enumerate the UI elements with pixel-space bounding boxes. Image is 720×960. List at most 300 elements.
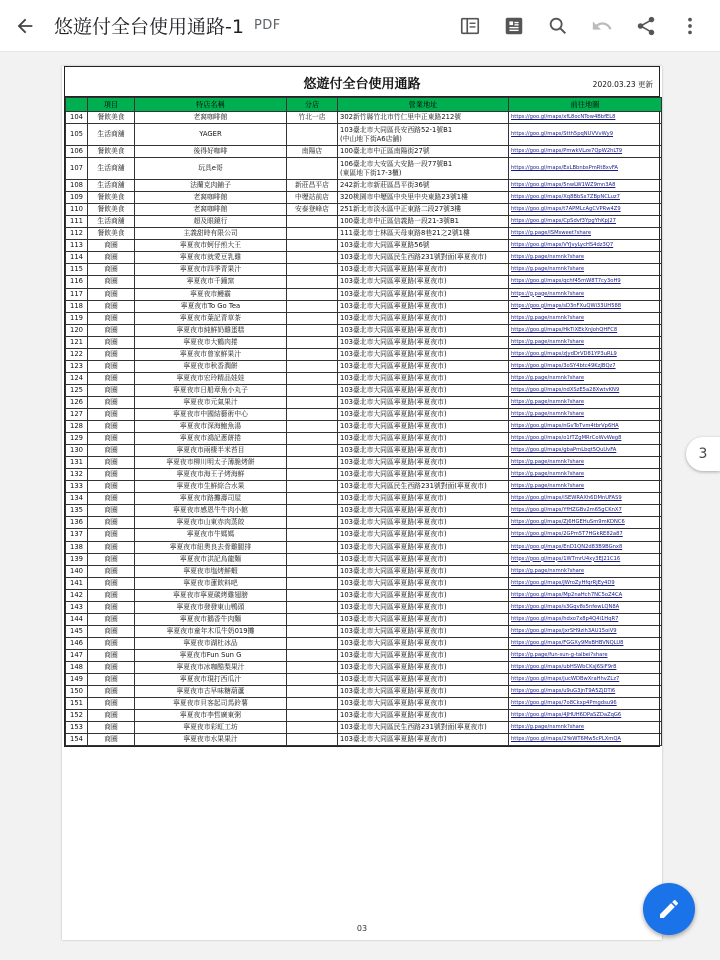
map-link-cell[interactable]: https://g.page/nxmnk?share	[509, 408, 662, 420]
address-cell: 103臺北市大同區民生西路231號對面(寧夏夜市)	[338, 481, 509, 493]
map-link-cell[interactable]: https://goo.gl/maps/iSEWRAXh6DMnUFAS9	[509, 493, 662, 505]
back-button[interactable]	[0, 0, 50, 52]
table-row	[66, 517, 662, 529]
row-index: 154	[66, 734, 88, 746]
table-row	[66, 264, 662, 276]
address-cell: 103臺北市大同區寧夏路(寧夏夜市)	[338, 300, 509, 312]
category-cell: 商圈	[88, 686, 135, 698]
map-link-cell[interactable]: https://g.page/nxmnk?share	[509, 288, 662, 300]
map-link-cell[interactable]: https://g.page/nxmnk?share	[509, 396, 662, 408]
branch-cell: 中壢站前店	[287, 192, 338, 204]
store-name-cell: 寧夏夜市元氣果汁	[135, 396, 287, 408]
category-cell: 商圈	[88, 722, 135, 734]
category-cell: 生活商舖	[88, 124, 135, 146]
branch-cell: 竹北一店	[287, 112, 338, 124]
row-index: 105	[66, 124, 88, 146]
branch-cell	[287, 541, 338, 553]
store-name-cell: 寧夏夜市貝客起司馬鈴薯	[135, 698, 287, 710]
store-name-cell: 法蘭克肉鋪子	[135, 180, 287, 192]
pdf-viewer[interactable]	[0, 52, 720, 960]
category-cell: 餐飲美食	[88, 204, 135, 216]
branch-cell	[287, 637, 338, 649]
address-cell: 111臺北市士林區天母東路8巷21之2號1樓	[338, 228, 509, 240]
branch-cell	[287, 445, 338, 457]
share-button[interactable]	[624, 4, 668, 48]
map-link-cell[interactable]: https://goo.gl/maps/sD3nFXuQWi33UH588	[509, 300, 662, 312]
category-cell: 餐飲美食	[88, 228, 135, 240]
category-cell: 餐飲美食	[88, 112, 135, 124]
table-row	[66, 710, 662, 722]
address-cell: 103臺北市大同區寧夏路(寧夏夜市)	[338, 661, 509, 673]
row-index: 150	[66, 686, 88, 698]
map-link-cell[interactable]: https://goo.gl/maps/2GPm5T7HGkRE82a87	[509, 529, 662, 541]
address-cell: 103臺北市大同區寧夏路(寧夏夜市)	[338, 565, 509, 577]
map-link-cell[interactable]: https://goo.gl/maps/ndXSzE5a28XwtvKN9	[509, 384, 662, 396]
store-name-cell: 寧夏夜市牛媽媽	[135, 529, 287, 541]
address-cell: 103臺北市大同區寧夏路(寧夏夜市)	[338, 505, 509, 517]
store-name-cell: 寧夏夜市鵝香牛肉麵	[135, 613, 287, 625]
sheet-header	[65, 67, 659, 97]
row-index: 117	[66, 288, 88, 300]
branch-cell	[287, 408, 338, 420]
map-link-cell[interactable]: https://goo.gl/maps/Zj6HGEHuSm9mKDNC6	[509, 517, 662, 529]
category-cell: 商圈	[88, 637, 135, 649]
table-row	[66, 180, 662, 192]
store-name-cell: 寧夏夜市秋香潤餅	[135, 360, 287, 372]
branch-cell	[287, 124, 338, 146]
address-cell: 103臺北市大同區寧夏路(寧夏夜市)	[338, 384, 509, 396]
category-cell: 商圈	[88, 529, 135, 541]
address-cell: 242新北市新莊區昌平街36號	[338, 180, 509, 192]
branch-cell	[287, 216, 338, 228]
page-indicator[interactable]: 3	[686, 437, 720, 471]
branch-cell	[287, 625, 338, 637]
map-link-cell[interactable]: https://g.page/fun-sun-g-taibei?share	[509, 649, 662, 661]
search-button[interactable]	[536, 4, 580, 48]
map-link-cell[interactable]: https://goo.gl/maps/PmwkVLze7QpW2hLT9	[509, 146, 662, 158]
category-cell: 商圈	[88, 276, 135, 288]
store-name-cell: 寧夏夜市深海鮑魚湯	[135, 421, 287, 433]
address-cell: 103臺北市大同區寧夏路(寧夏夜市)	[338, 396, 509, 408]
branch-cell	[287, 577, 338, 589]
address-cell: 103臺北市大同區寧夏路(寧夏夜市)	[338, 493, 509, 505]
map-link-cell[interactable]: https://g.page/nxmnk?share	[509, 252, 662, 264]
row-index: 112	[66, 228, 88, 240]
store-name-cell: YAGER	[135, 124, 287, 146]
map-link-cell[interactable]: https://goo.gl/maps/YfHZGBv2m65gCKnX7	[509, 505, 662, 517]
table-row	[66, 408, 662, 420]
map-link-cell[interactable]: https://g.page/nxmnk?share	[509, 457, 662, 469]
address-cell: 251新北市淡水區中正東路二段27號3樓	[338, 204, 509, 216]
branch-cell	[287, 360, 338, 372]
table-body	[66, 112, 662, 746]
search-icon	[547, 15, 569, 37]
map-link-cell[interactable]: https://goo.gl/maps/s3Gqv8s5nfewLQN8A	[509, 601, 662, 613]
table-row	[66, 649, 662, 661]
row-index: 108	[66, 180, 88, 192]
category-cell: 商圈	[88, 360, 135, 372]
map-link-cell[interactable]: https://g.page/nxmnk?share	[509, 481, 662, 493]
row-index: 148	[66, 661, 88, 673]
table-row	[66, 384, 662, 396]
address-cell: 103臺北市大同區寧夏路(寧夏夜市)	[338, 264, 509, 276]
category-cell: 生活商舖	[88, 158, 135, 180]
address-cell: 103臺北市大同區寧夏路(寧夏夜市)	[338, 613, 509, 625]
map-link-cell[interactable]: https://goo.gl/maps/3oSY4btc49KzJBQz7	[509, 360, 662, 372]
category-cell: 商圈	[88, 613, 135, 625]
branch-cell	[287, 686, 338, 698]
table-row	[66, 112, 662, 124]
branch-cell	[287, 493, 338, 505]
table-row	[66, 661, 662, 673]
store-name-cell: 寧夏夜市現打西瓜汁	[135, 674, 287, 686]
branch-cell	[287, 481, 338, 493]
category-cell: 商圈	[88, 408, 135, 420]
branch-cell	[287, 384, 338, 396]
edit-fab[interactable]	[643, 883, 695, 935]
table-row	[66, 158, 662, 180]
doc-format-icon	[503, 15, 525, 37]
address-cell: 103臺北市大同區寧夏路(寧夏夜市)	[338, 324, 509, 336]
branch-cell	[287, 240, 338, 252]
address-cell: 103臺北市大同區寧夏路(寧夏夜市)	[338, 312, 509, 324]
table-row	[66, 493, 662, 505]
branch-cell	[287, 613, 338, 625]
category-cell: 餐飲美食	[88, 192, 135, 204]
store-name-cell: 寧夏夜市蚵仔煎大王	[135, 240, 287, 252]
category-cell: 商圈	[88, 553, 135, 565]
map-link-cell[interactable]: https://g.page/nxmnk?share	[509, 312, 662, 324]
pdf-page	[62, 66, 662, 940]
address-cell: 103臺北市大同區民生西路231號對面(寧夏夜市)	[338, 722, 509, 734]
store-name-cell: 寧夏夜市路攤壽司屋	[135, 493, 287, 505]
category-cell: 商圈	[88, 565, 135, 577]
row-index: 129	[66, 433, 88, 445]
row-index: 104	[66, 112, 88, 124]
address-cell: 103臺北市大同區寧夏路(寧夏夜市)	[338, 589, 509, 601]
row-index: 145	[66, 625, 88, 637]
header-address: 營業地址	[338, 98, 509, 112]
category-cell: 商圈	[88, 577, 135, 589]
store-name-cell: 寧夏夜市曾家鮮果汁	[135, 348, 287, 360]
category-cell: 商圈	[88, 517, 135, 529]
address-cell: 103臺北市大同區寧夏路(寧夏夜市)	[338, 372, 509, 384]
address-cell: 106臺北市大安區大安路一段77號B1 (東區地下街17-3櫃)	[338, 158, 509, 180]
branch-cell	[287, 649, 338, 661]
branch-cell: 新莊昌平店	[287, 180, 338, 192]
category-cell: 商圈	[88, 469, 135, 481]
address-cell: 103臺北市大同區寧夏路(寧夏夜市)	[338, 421, 509, 433]
table-row	[66, 360, 662, 372]
address-cell: 103臺北市大同區民生西路231號對面(寧夏夜市)	[338, 252, 509, 264]
address-cell: 103臺北市大同區長安西路52-1號B1 (中山地下街A6店舖)	[338, 124, 509, 146]
branch-cell: 南陽店	[287, 146, 338, 158]
table-row	[66, 445, 662, 457]
branch-cell	[287, 589, 338, 601]
reader-mode-button[interactable]	[448, 4, 492, 48]
map-link-cell[interactable]: https://g.page/nxmnk?share	[509, 336, 662, 348]
map-link-cell[interactable]: https://goo.gl/maps/HkTiXEkXnJohQHFC8	[509, 324, 662, 336]
more-options-button[interactable]	[668, 4, 712, 48]
store-name-cell: 寧夏夜市To Go Tea	[135, 300, 287, 312]
table-row	[66, 228, 662, 240]
table-row	[66, 589, 662, 601]
map-link-cell[interactable]: https://goo.gl/maps/Mp2naHch7NC5oZ4CA	[509, 589, 662, 601]
store-name-cell: 寧夏夜市海王子烤海鮮	[135, 469, 287, 481]
file-type-label: PDF	[253, 18, 281, 33]
table-row	[66, 204, 662, 216]
map-link-cell[interactable]: https://goo.gl/maps/hdxo7x8p4Q4i1HqR7	[509, 613, 662, 625]
category-cell: 商圈	[88, 625, 135, 637]
map-link-cell[interactable]: https://goo.gl/maps/VYJvyLycHS4dz3Q7	[509, 240, 662, 252]
category-cell: 商圈	[88, 698, 135, 710]
address-cell: 103臺北市大同區寧夏路(寧夏夜市)	[338, 433, 509, 445]
address-cell: 100臺北市中正區南陽街27號	[338, 146, 509, 158]
map-link-cell[interactable]: https://g.page/nxmnk?share	[509, 565, 662, 577]
table-row	[66, 124, 662, 146]
table-row	[66, 146, 662, 158]
map-link-cell[interactable]: https://goo.gl/maps/JWroZyHfqrRjEy4D9	[509, 577, 662, 589]
map-link-cell[interactable]: https://goo.gl/maps/xfL8ocNTow4BbfEL8	[509, 112, 662, 124]
map-link-cell[interactable]: https://goo.gl/maps/nGvToTvm4tbrVp6HA	[509, 421, 662, 433]
table-row	[66, 300, 662, 312]
update-date: 2020.03.23 更新	[592, 80, 653, 89]
map-link-cell[interactable]: https://goo.gl/maps/jxrSH9zih3AU15oiV9	[509, 625, 662, 637]
page-number: 03	[356, 924, 368, 933]
category-cell: 商圈	[88, 505, 135, 517]
map-link-cell[interactable]: https://goo.gl/maps/o1fTZgMRrCoWvWeg8	[509, 433, 662, 445]
row-index: 134	[66, 493, 88, 505]
undo-icon	[591, 15, 613, 37]
map-link-cell[interactable]: https://goo.gl/maps/1WTmrU4xy3EJ21C16	[509, 553, 662, 565]
store-name-cell: 寧夏夜市洪記烏龍麵	[135, 553, 287, 565]
map-link-cell[interactable]: https://goo.gl/maps/zJydDrVD81YP3uRL9	[509, 348, 662, 360]
address-cell: 103臺北市大同區寧夏路(寧夏夜市)	[338, 734, 509, 746]
sheet-title: 悠遊付全台使用通路	[303, 77, 421, 92]
table-row	[66, 216, 662, 228]
table-row	[66, 481, 662, 493]
store-name-cell: 寧夏夜市童年木瓜牛奶019攤	[135, 625, 287, 637]
row-index: 130	[66, 445, 88, 457]
map-link-cell[interactable]: https://goo.gl/maps/FGGXy9MsBHBVNQLU8	[509, 637, 662, 649]
map-link-cell[interactable]: https://goo.gl/maps/qchf45mW8T7cy3oH9	[509, 276, 662, 288]
row-index: 123	[66, 360, 88, 372]
row-index: 116	[66, 276, 88, 288]
row-index: 113	[66, 240, 88, 252]
map-link-cell[interactable]: https://goo.gl/maps/jucWDBwXraHhvZLz7	[509, 674, 662, 686]
address-cell: 103臺北市大同區寧夏路(寧夏夜市)	[338, 457, 509, 469]
category-cell: 商圈	[88, 589, 135, 601]
app-bar	[0, 0, 720, 52]
row-index: 152	[66, 710, 88, 722]
branch-cell	[287, 457, 338, 469]
address-cell: 103臺北市大同區寧夏路(寧夏夜市)	[338, 686, 509, 698]
table-row	[66, 252, 662, 264]
branch-cell	[287, 505, 338, 517]
category-cell: 商圈	[88, 348, 135, 360]
table-row	[66, 698, 662, 710]
address-cell: 302新竹縣竹北市竹仁里中正東路212號	[338, 112, 509, 124]
doc-format-button[interactable]	[492, 4, 536, 48]
map-link-cell[interactable]: https://goo.gl/maps/7o8Ckxp4Pmgdsu96	[509, 698, 662, 710]
store-name-cell: 寧夏夜市鴻記蔥餅捲	[135, 433, 287, 445]
store-name-cell: 寧夏夜市Fun Sun G	[135, 649, 287, 661]
row-index: 119	[66, 312, 88, 324]
row-index: 132	[66, 469, 88, 481]
address-cell: 103臺北市大同區寧夏路(寧夏夜市)	[338, 553, 509, 565]
category-cell: 商圈	[88, 661, 135, 673]
branch-cell	[287, 300, 338, 312]
undo-button[interactable]	[580, 4, 624, 48]
map-link-cell[interactable]: https://goo.gl/maps/ExLBbnbsPmRt8xvFA	[509, 158, 662, 180]
store-name-cell: 寧夏夜市蓮飲料吧	[135, 577, 287, 589]
category-cell: 商圈	[88, 457, 135, 469]
map-link-cell[interactable]: https://g.page/nxmnk?share	[509, 469, 662, 481]
row-index: 135	[66, 505, 88, 517]
category-cell: 商圈	[88, 649, 135, 661]
row-index: 120	[66, 324, 88, 336]
branch-cell	[287, 252, 338, 264]
table-row	[66, 686, 662, 698]
category-cell: 商圈	[88, 421, 135, 433]
category-cell: 商圈	[88, 336, 135, 348]
table-row	[66, 240, 662, 252]
table-row	[66, 674, 662, 686]
branch-cell	[287, 228, 338, 240]
address-cell: 100臺北市中正區信義路一段21-3號B1	[338, 216, 509, 228]
branch-cell	[287, 324, 338, 336]
map-link-cell[interactable]: https://goo.gl/maps/EnD1QN2d83B9BGnx8	[509, 541, 662, 553]
table-row	[66, 734, 662, 746]
row-index: 115	[66, 264, 88, 276]
table-row	[66, 637, 662, 649]
address-cell: 103臺北市大同區寧夏路(寧夏夜市)	[338, 408, 509, 420]
row-index: 136	[66, 517, 88, 529]
map-link-cell[interactable]: https://goo.gl/maps/u9uG3jnT9A5ZjDTi6	[509, 686, 662, 698]
table-row	[66, 276, 662, 288]
row-index: 124	[66, 372, 88, 384]
map-link-cell[interactable]: https://goo.gl/maps/Xq8BbSx7ZBpNCLuz7	[509, 192, 662, 204]
store-name-cell: 寧夏夜市冰咖酷梨果汁	[135, 661, 287, 673]
branch-cell	[287, 421, 338, 433]
address-cell: 320桃園市中壢區中央里中央東路23號1樓	[338, 192, 509, 204]
table-row	[66, 421, 662, 433]
map-link-cell[interactable]: https://goo.gl/maps/t7APMLcAgCVPRw4Z9	[509, 204, 662, 216]
store-name-cell: 寧夏夜市湖杜冰品	[135, 637, 287, 649]
table-row	[66, 565, 662, 577]
category-cell: 商圈	[88, 240, 135, 252]
category-cell: 商圈	[88, 481, 135, 493]
table-row	[66, 625, 662, 637]
store-name-cell: 寧夏夜市感恩牛牛肉小館	[135, 505, 287, 517]
store-name-cell: 寧夏夜市四季青果汁	[135, 264, 287, 276]
map-link-cell[interactable]: https://goo.gl/maps/4JHUH6DPaSZDaZqG6	[509, 710, 662, 722]
map-link-cell[interactable]: https://goo.gl/maps/Stth5pqNUVVvWy9	[509, 124, 662, 146]
branch-cell	[287, 469, 338, 481]
row-index: 125	[66, 384, 88, 396]
row-index: 126	[66, 396, 88, 408]
category-cell: 商圈	[88, 324, 135, 336]
branch-cell	[287, 698, 338, 710]
map-link-cell[interactable]: https://g.page/ISMsweet?share	[509, 228, 662, 240]
store-name-cell: 寧夏夜市發發東山鴨頭	[135, 601, 287, 613]
store-name-cell: 寧夏夜市生鮮綜合水果	[135, 481, 287, 493]
row-index: 121	[66, 336, 88, 348]
address-cell: 103臺北市大同區寧夏路(寧夏夜市)	[338, 649, 509, 661]
category-cell: 商圈	[88, 264, 135, 276]
table-row	[66, 722, 662, 734]
address-cell: 103臺北市大同區寧夏路(寧夏夜市)	[338, 348, 509, 360]
category-cell: 商圈	[88, 493, 135, 505]
more-vert-icon	[679, 15, 701, 37]
store-name-cell: 寧夏夜市李哲廣東粥	[135, 710, 287, 722]
table-row	[66, 553, 662, 565]
branch-cell	[287, 276, 338, 288]
branch-cell	[287, 433, 338, 445]
map-link-cell[interactable]: https://g.page/nxmnk?share	[509, 264, 662, 276]
category-cell: 商圈	[88, 433, 135, 445]
branch-cell	[287, 553, 338, 565]
map-link-cell[interactable]: https://g.page/nxmnk?share	[509, 372, 662, 384]
address-cell: 103臺北市大同區寧夏路(寧夏夜市)	[338, 577, 509, 589]
table-header-row	[66, 98, 662, 112]
store-name-cell: 寧夏夜市就愛豆乳雞	[135, 252, 287, 264]
pencil-icon	[657, 897, 681, 921]
store-name-cell: 寧夏夜市寧夏碳烤雞翅膀	[135, 589, 287, 601]
store-name-cell: 寧夏夜市鰻霸	[135, 288, 287, 300]
row-index: 142	[66, 589, 88, 601]
store-name-cell: 寧夏夜市大鶴肉捲	[135, 336, 287, 348]
address-cell: 103臺北市大同區寧夏路(寧夏夜市)	[338, 529, 509, 541]
row-index: 122	[66, 348, 88, 360]
store-name-cell: 寧夏夜市兩棲半米苔目	[135, 445, 287, 457]
row-index: 143	[66, 601, 88, 613]
category-cell: 商圈	[88, 396, 135, 408]
branch-cell	[287, 312, 338, 324]
map-link-cell[interactable]: https://goo.gl/maps/5nwLW1WZ9mn3A8	[509, 180, 662, 192]
branch-cell	[287, 734, 338, 746]
store-name-cell: 寧夏夜市柳川明太子薄脆烤餅	[135, 457, 287, 469]
category-cell: 商圈	[88, 288, 135, 300]
map-link-cell[interactable]: https://goo.gl/maps/gbaPmLbqt5QuUvFA	[509, 445, 662, 457]
header-branch: 分店	[287, 98, 338, 112]
table-row	[66, 457, 662, 469]
category-cell: 商圈	[88, 372, 135, 384]
table-row	[66, 433, 662, 445]
branch-cell	[287, 158, 338, 180]
store-name-cell: 主義甜時有限公司	[135, 228, 287, 240]
map-link-cell[interactable]: https://g.page/nxmnk?share	[509, 722, 662, 734]
address-cell: 103臺北市大同區寧夏路(寧夏夜市)	[338, 541, 509, 553]
header-map: 前往地圖	[509, 98, 662, 112]
store-name-cell: 寧夏夜市純鮮奶雞蛋糕	[135, 324, 287, 336]
branch-cell	[287, 336, 338, 348]
map-link-cell[interactable]: https://goo.gl/maps/ubHSWbCKsJ6SiF9r8	[509, 661, 662, 673]
address-cell: 103臺北市大同區寧夏路(寧夏夜市)	[338, 517, 509, 529]
spreadsheet	[64, 66, 660, 747]
store-name-cell: 寧夏夜市千鐘窯	[135, 276, 287, 288]
branch-cell	[287, 722, 338, 734]
category-cell: 商圈	[88, 252, 135, 264]
branch-cell	[287, 348, 338, 360]
table-row	[66, 192, 662, 204]
row-index: 137	[66, 529, 88, 541]
row-index: 127	[66, 408, 88, 420]
branch-cell	[287, 372, 338, 384]
map-link-cell[interactable]: https://goo.gl/maps/2YeWT6Mw5cPLXmQA	[509, 734, 662, 746]
map-link-cell[interactable]: https://goo.gl/maps/CpSdvf3YpgYhKpJ27	[509, 216, 662, 228]
branch-cell	[287, 601, 338, 613]
